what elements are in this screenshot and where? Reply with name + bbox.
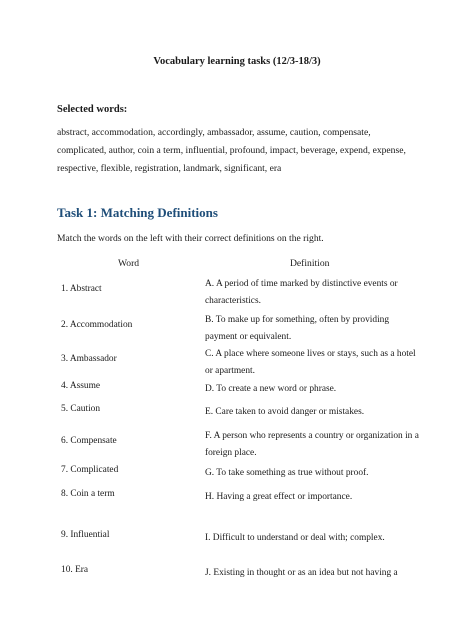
definition-cell: H. Having a great effect or importance. bbox=[205, 492, 353, 502]
word-cell: 6. Compensate bbox=[61, 436, 117, 446]
word-cell: 10. Era bbox=[61, 565, 89, 575]
word-cell: 4. Assume bbox=[61, 381, 101, 391]
column-header-definition: Definition bbox=[290, 258, 330, 269]
word-cell: 9. Influential bbox=[61, 530, 110, 540]
column-header-word: Word bbox=[118, 258, 140, 269]
definition-cell: G. To take something as true without proof. bbox=[205, 468, 369, 478]
definition-cell: D. To create a new word or phrase. bbox=[205, 384, 337, 394]
word-cell: 3. Ambassador bbox=[61, 354, 117, 364]
definition-cell: J. Existing in thought or as an idea but not having a bbox=[205, 568, 398, 578]
definition-cell: F. A person who represents a country or organization in a foreign place. bbox=[205, 431, 419, 458]
selected-words-heading: Selected words: bbox=[57, 104, 128, 115]
word-cell: 2. Accommodation bbox=[61, 320, 133, 330]
definition-cell: E. Care taken to avoid danger or mistakes. bbox=[205, 407, 365, 417]
definition-cell: B. To make up for something, often by providing payment or equivalent. bbox=[205, 315, 390, 342]
definition-cell: A. A period of time marked by distinctive events or characteristics. bbox=[205, 279, 398, 306]
word-cell: 8. Coin a term bbox=[61, 489, 115, 499]
word-cell: 5. Caution bbox=[61, 404, 101, 414]
word-cell: 7. Complicated bbox=[61, 465, 119, 475]
word-cell: 1. Abstract bbox=[61, 284, 102, 294]
document-title: Vocabulary learning tasks (12/3-18/3) bbox=[153, 56, 321, 67]
definition-cell: C. A place where someone lives or stays, such as a hotel or apartment. bbox=[205, 349, 416, 376]
task-instructions: Match the words on the left with their correct definitions on the right. bbox=[57, 233, 324, 244]
selected-words-list: abstract, accommodation, accordingly, ambassador, assume, caution, compensate, complicated, author, coin a term, influential, profound, impact, beverage, expend, expense, respective, flexible, registration, landmark, significant, era bbox=[57, 127, 406, 174]
task-1-heading: Task 1: Matching Definitions bbox=[57, 205, 218, 220]
definition-cell: I. Difficult to understand or deal with; complex. bbox=[205, 533, 385, 543]
